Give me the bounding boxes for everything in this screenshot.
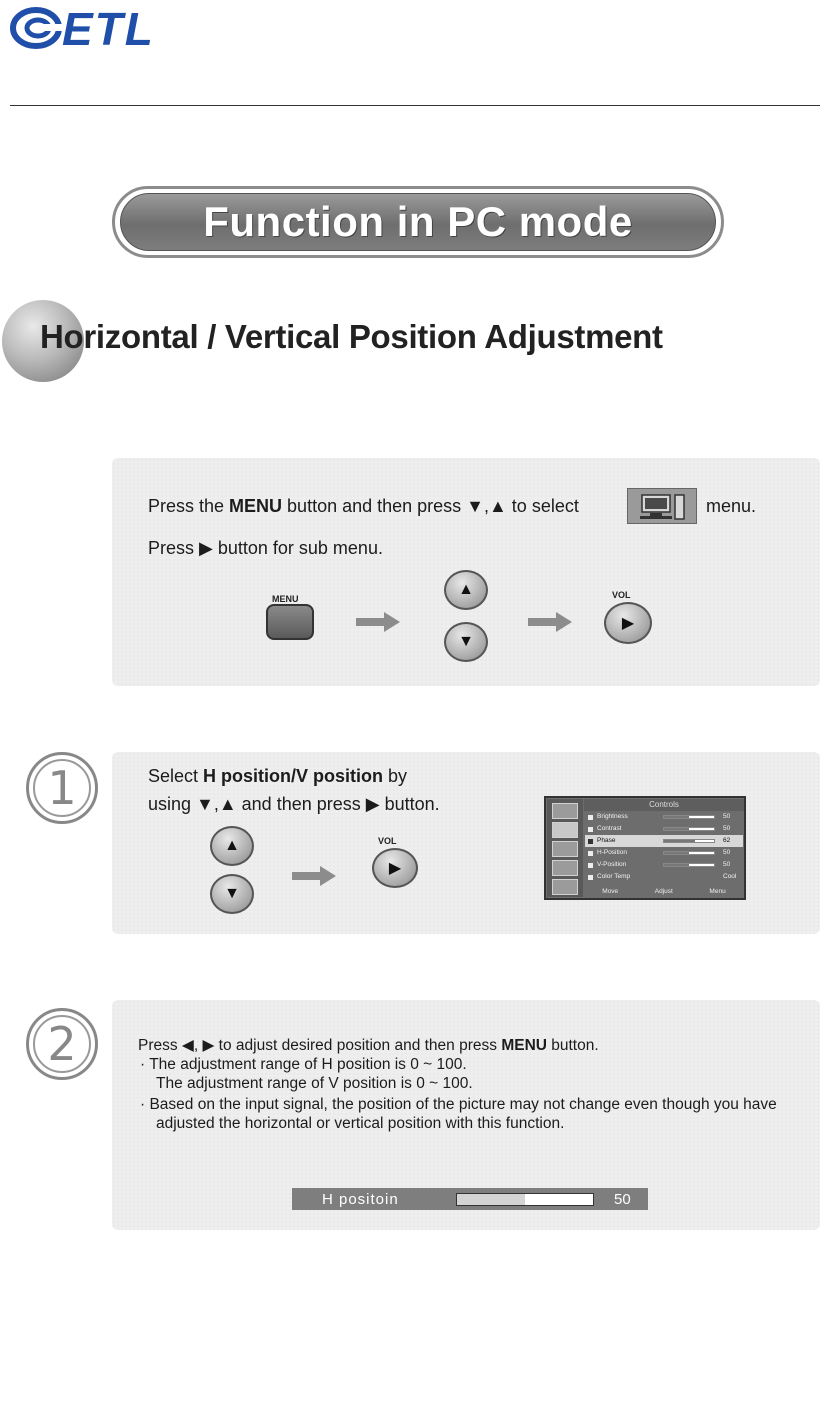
osd-row-bullet-icon (588, 815, 593, 820)
osd-rows (585, 811, 743, 883)
step-1-line-2: using ▼,▲ and then press ▶ button. (148, 794, 440, 814)
osd-row (585, 847, 743, 859)
osd-row-bar (663, 851, 715, 855)
osd-row-value: 50 (723, 861, 731, 868)
osd-row-bar-fill (664, 864, 689, 866)
etl-logo-mark (10, 6, 62, 50)
intro-line-2: Press ▶ button for sub menu. (148, 538, 383, 558)
step-1-down-button-icon: ▼ (210, 874, 254, 914)
vol-right-button-icon: ▶ (604, 602, 652, 644)
osd-row-bar-fill (664, 816, 689, 818)
step-2-line-1: Press ◀, ▶ to adjust desired position and then press MENU button. (138, 1037, 599, 1054)
step-2-bullet-2b: adjusted the horizontal or vertical position with this function. (156, 1115, 565, 1132)
osd-row-bullet-icon (588, 827, 593, 832)
osd-row-label: Color Temp (597, 873, 631, 880)
section-title: Horizontal / Vertical Position Adjustment (40, 318, 663, 355)
step-2-badge (26, 1008, 98, 1080)
title-banner (120, 193, 716, 251)
osd-row-value: 50 (723, 849, 731, 856)
h-position-fill (457, 1194, 525, 1205)
osd-option-icon (552, 860, 578, 876)
osd-row (585, 811, 743, 823)
osd-row-bar (663, 863, 715, 867)
h-position-label: H positoin (322, 1190, 399, 1208)
down-button-icon: ▼ (444, 622, 488, 662)
osd-row (585, 835, 743, 847)
h-position-value: 50 (614, 1190, 631, 1208)
step-2-bullet-1b: The adjustment range of V position is 0 ~ 100. (156, 1075, 473, 1092)
osd-row-value: Cool (723, 873, 737, 880)
menu-button-label: MENU (272, 594, 299, 604)
banner-title: Function in PC mode (203, 198, 633, 245)
osd-row-bullet-icon (588, 863, 593, 868)
osd-footer (584, 885, 744, 897)
osd-info-icon (552, 803, 578, 819)
step-1-number: 1 (33, 759, 91, 817)
osd-row-bullet-icon (588, 839, 593, 844)
intro-line-1: Press the MENU button and then press ▼,▲ to select (148, 496, 579, 516)
h-position-track (456, 1193, 594, 1206)
osd-row-label: Contrast (597, 825, 622, 832)
vol-label: VOL (612, 590, 631, 600)
osd-row (585, 871, 743, 883)
osd-row-bar-fill (664, 840, 695, 842)
osd-row-bar-fill (664, 828, 689, 830)
intro-line-1-end: menu. (706, 496, 757, 516)
step-1-right-arrow-icon (292, 866, 336, 886)
osd-footer-adjust: Adjust (654, 887, 673, 895)
step-2-bullet-2a: · Based on the input signal, the position of the picture may not change even though you have (140, 1096, 777, 1113)
step-2-bullet-1a: · The adjustment range of H position is 0 ~ 100. (140, 1056, 467, 1073)
osd-row (585, 823, 743, 835)
step-1-up-button-icon: ▲ (210, 826, 254, 866)
pc-menu-icon (627, 488, 697, 524)
osd-footer-move: Move (602, 887, 619, 895)
step-1-vol-right-button-icon: ▶ (372, 848, 418, 888)
osd-row-label: V-Position (597, 861, 627, 868)
osd-row-value: 50 (723, 813, 731, 820)
osd-title: Controls (584, 799, 744, 811)
step-1-line-1: Select H position/V position by (148, 766, 408, 786)
step-2-number: 2 (33, 1015, 91, 1073)
header-rule (10, 105, 820, 106)
osd-pc-icon (552, 822, 578, 838)
osd-row-bullet-icon (588, 875, 593, 880)
osd-row-bar (663, 827, 715, 831)
osd-exit-icon (552, 879, 578, 895)
logo-text: ETL (62, 3, 155, 55)
osd-footer-menu: Menu (709, 887, 726, 895)
up-button-icon: ▲ (444, 570, 488, 610)
osd-sound-icon (552, 841, 578, 857)
right-arrow-icon (356, 612, 400, 632)
right-arrow-icon-2 (528, 612, 572, 632)
menu-button-icon (266, 604, 314, 640)
osd-row-label: H-Position (597, 849, 627, 856)
osd-row-bar-fill (664, 852, 689, 854)
osd-row-label: Brightness (597, 813, 628, 820)
osd-row-value: 62 (723, 837, 731, 844)
step-1-vol-label: VOL (378, 836, 397, 846)
osd-row-bullet-icon (588, 851, 593, 856)
osd-row-label: Phase (597, 837, 616, 844)
osd-row-value: 50 (723, 825, 731, 832)
h-position-bar (292, 1188, 648, 1210)
osd-row-bar (663, 839, 715, 843)
osd-row-bar (663, 815, 715, 819)
osd-row (585, 859, 743, 871)
step-1-badge (26, 752, 98, 824)
